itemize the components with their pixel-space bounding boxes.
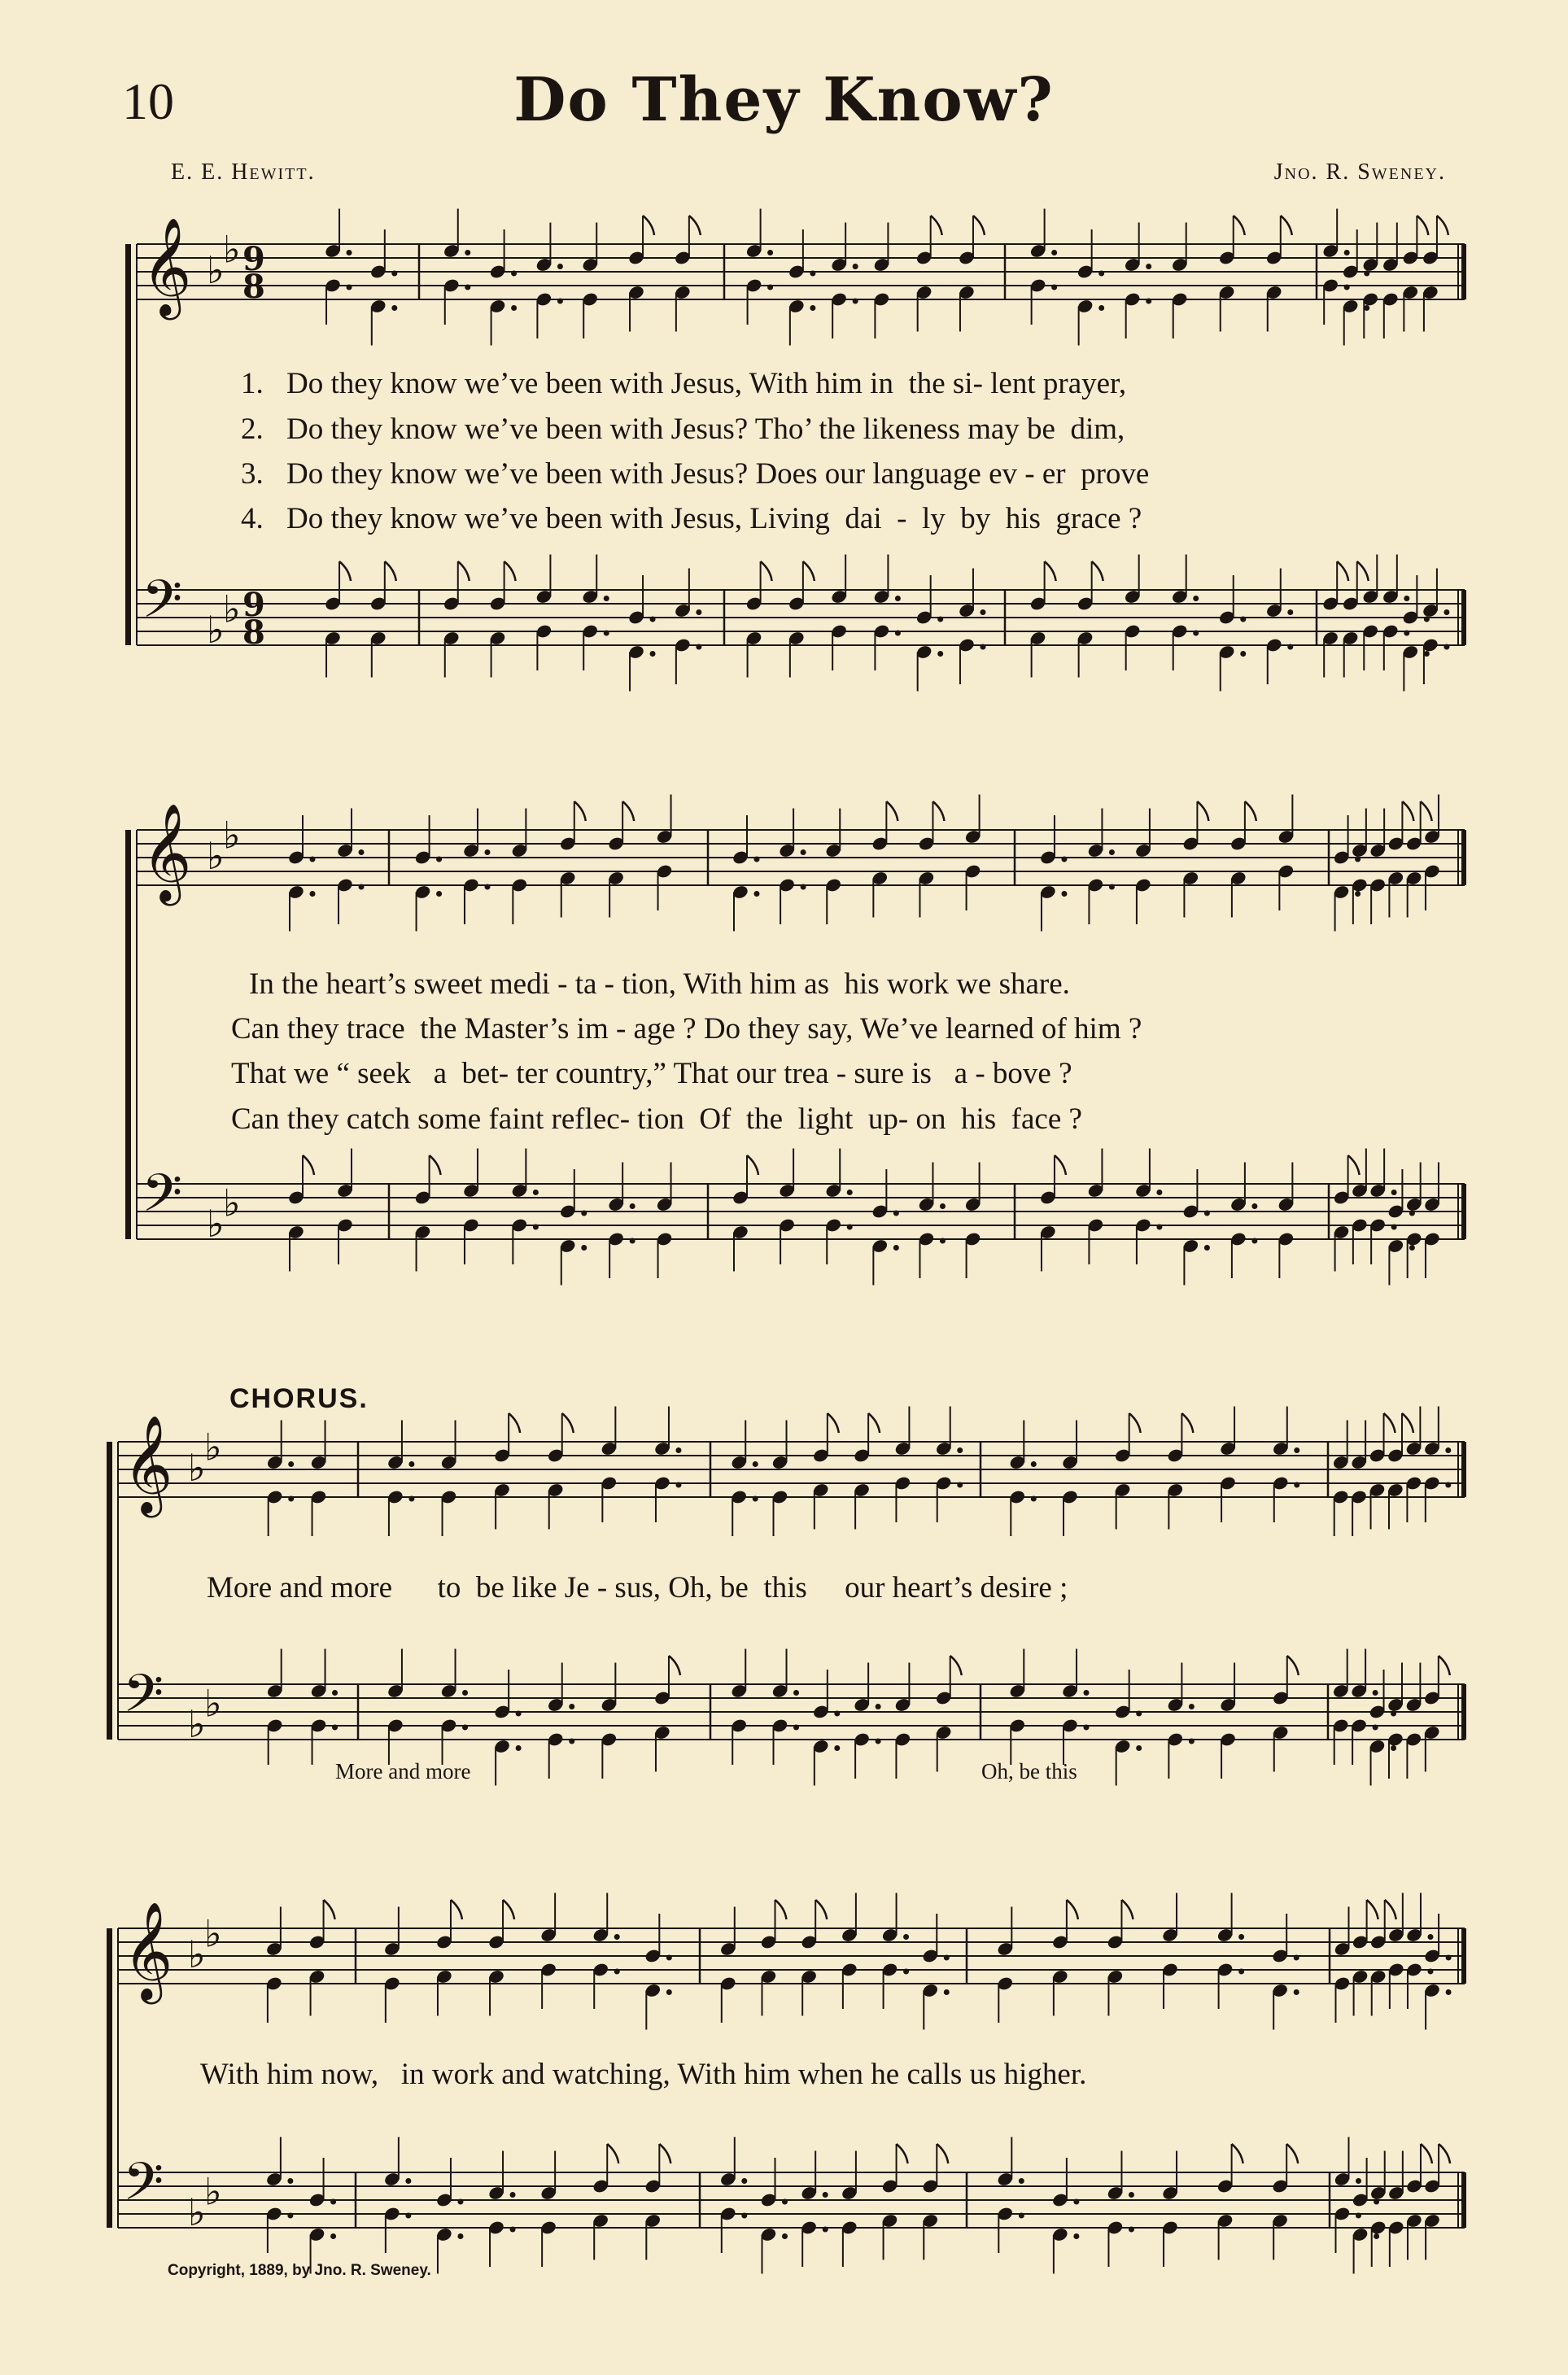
dot [1404, 596, 1409, 601]
dot [516, 1745, 522, 1751]
dot [465, 250, 470, 255]
dot [604, 596, 609, 601]
dot [1409, 1211, 1415, 1216]
dot [1193, 596, 1199, 601]
flag [430, 1155, 441, 1175]
dot [1083, 1690, 1089, 1696]
flag [1402, 1413, 1413, 1433]
dot [1391, 1225, 1397, 1230]
dot [801, 884, 806, 890]
dot [650, 651, 656, 657]
dot [533, 1225, 539, 1230]
dot [782, 2199, 788, 2205]
dot [1238, 1969, 1244, 1975]
dot [810, 271, 815, 277]
flag [1121, 1900, 1133, 1919]
dot [462, 1725, 468, 1731]
flag [1245, 801, 1256, 821]
dot [834, 1711, 840, 1717]
dot [347, 285, 352, 290]
system-1-treble-clef-icon: 𝄞 [142, 216, 192, 316]
flag [1055, 1155, 1066, 1175]
flag [509, 1413, 520, 1433]
dot [1129, 2192, 1134, 2198]
dot [1294, 1482, 1299, 1488]
verse-4-line-2: Can they catch some faint reflec- tion Of the light up- on his face ? [231, 1102, 1082, 1136]
dot [957, 1447, 963, 1453]
dot [944, 1989, 950, 1995]
dot [834, 1745, 840, 1751]
dot [1427, 1969, 1433, 1975]
flag [562, 1413, 574, 1433]
verse-3-line-2: That we “ seek a bet- ter country,” That our trea - sure is a - bove ? [231, 1057, 1072, 1090]
flag [1421, 801, 1432, 821]
flag [385, 561, 396, 581]
dot [462, 1690, 468, 1696]
dot [1391, 1711, 1396, 1717]
flag [1384, 1413, 1395, 1433]
system-2-bass-end-barline-thick [1461, 1184, 1466, 1239]
system-1-bass-clef-icon: 𝄢 [142, 569, 183, 643]
dot [405, 2213, 411, 2219]
dot [569, 1704, 574, 1709]
dot [1356, 2213, 1361, 2219]
dot [1356, 2178, 1361, 2184]
dot [604, 631, 609, 636]
verse-4-number: 4. [241, 502, 264, 535]
flag [933, 801, 944, 821]
dot [753, 1461, 758, 1467]
flag [1045, 561, 1056, 581]
flag [1417, 216, 1428, 235]
dot [332, 1690, 338, 1696]
dot [741, 2178, 747, 2184]
flag [504, 561, 516, 581]
dot [666, 1955, 672, 1961]
verse-2-line-1: 2. Do they know we’ve been with Jesus? Tho’ the likeness may be dim, [241, 413, 1125, 446]
dot [1427, 1934, 1433, 1940]
dot [1083, 1725, 1089, 1731]
dot [1373, 1690, 1378, 1696]
dot [1073, 2233, 1079, 2239]
dot [1409, 1245, 1415, 1251]
flag [1197, 801, 1208, 821]
verse-2-number: 2. [241, 413, 264, 446]
dot [1446, 1989, 1452, 1995]
dot [457, 2199, 463, 2205]
dot [1287, 609, 1293, 615]
page-number: 10 [122, 72, 174, 130]
system-3-treble-clef-icon: 𝄞 [123, 1413, 173, 1513]
dot [1193, 631, 1199, 636]
dot [940, 1203, 946, 1209]
flag [1402, 801, 1413, 821]
dot [1146, 264, 1151, 269]
verse-1-line-2: In the heart’s sweet medi - ta - tion, With him as his work we share. [249, 967, 1070, 1001]
dot [1344, 250, 1350, 255]
flag [1092, 561, 1103, 581]
system-4-treble-end-barline-thick [1461, 1928, 1466, 1984]
system-1-bass-flat-icon: ♭ [223, 587, 241, 631]
flag [574, 801, 586, 821]
flag [1287, 1656, 1299, 1675]
dot [895, 596, 901, 601]
dot [484, 884, 490, 890]
dot [767, 285, 773, 290]
dot [1238, 1934, 1244, 1940]
flag [1439, 2144, 1450, 2163]
dot [614, 1969, 620, 1975]
chorus-label: CHORUS. [229, 1383, 369, 1414]
dot [408, 1496, 414, 1502]
flag [669, 1656, 680, 1675]
flag [931, 216, 942, 235]
lyricist-credit: E. E. Hewitt. [171, 159, 316, 185]
dot [650, 617, 656, 622]
dot [1019, 2213, 1024, 2219]
dot [793, 1725, 799, 1731]
dot [1136, 1711, 1142, 1717]
dot [675, 1447, 681, 1453]
flag [973, 216, 985, 235]
dot [1156, 1190, 1162, 1195]
copyright-notice: Copyright, 1889, by Jno. R. Sweney. [168, 2262, 431, 2279]
dot [330, 2233, 336, 2239]
dot [359, 849, 365, 855]
dot [484, 849, 490, 855]
dot [847, 1225, 853, 1230]
system-4-treble-flat-icon: ♭ [188, 1932, 206, 1976]
dot [1109, 849, 1115, 855]
system-3-bass-clef-icon: 𝄢 [123, 1663, 164, 1737]
dot [903, 1969, 909, 1975]
system-3-bracket [107, 1442, 112, 1740]
dot [359, 884, 365, 890]
dot [436, 857, 442, 862]
dot [1136, 1745, 1142, 1751]
dot [1373, 1725, 1378, 1731]
system-1-bass-end-barline-thick [1461, 590, 1466, 645]
dot [937, 617, 943, 622]
dot [1204, 1211, 1210, 1216]
dot [465, 285, 470, 290]
system-2-bass-flat-icon: ♭ [207, 1202, 225, 1246]
dot [801, 849, 806, 855]
dot [876, 1704, 881, 1709]
system-1-treble-flat-icon: ♭ [207, 248, 225, 292]
verse-3-line-1: 3. Do they know we’ve been with Jesus? Does our language ev - er prove [241, 457, 1150, 491]
system-3-treble-end-barline-thick [1461, 1442, 1466, 1497]
flag [950, 1656, 962, 1675]
dot [1294, 1955, 1299, 1961]
dot [1240, 617, 1246, 622]
dot [1204, 1245, 1210, 1251]
flag [451, 1900, 462, 1919]
dot [823, 2227, 828, 2233]
chorus-line-2: With him now, in work and watching, With him when he calls us higher. [200, 2058, 1087, 2091]
dot [876, 1739, 881, 1744]
dot [1240, 651, 1246, 657]
system-3-treble-flat-icon: ♭ [204, 1425, 222, 1469]
dot [581, 1211, 587, 1216]
system-1-bracket [125, 244, 131, 645]
dot [1355, 891, 1361, 897]
dot [893, 1245, 899, 1251]
dot [1374, 2199, 1379, 2205]
verse-4-line-1: 4. Do they know we’ve been with Jesus, Living dai - ly by his grace ? [241, 502, 1142, 535]
dot [511, 305, 517, 311]
flag [1348, 1155, 1360, 1175]
dot [980, 609, 985, 615]
dot [569, 1739, 574, 1744]
dot [767, 250, 773, 255]
system-2-treble-end-barline-thick [1461, 830, 1466, 885]
dot [1098, 271, 1104, 277]
dot [957, 1482, 963, 1488]
hymn-title: Do They Know? [513, 65, 1055, 135]
dot [1374, 2233, 1379, 2239]
flag [897, 2144, 908, 2163]
flag [643, 216, 654, 235]
flag [803, 561, 815, 581]
flag [886, 801, 898, 821]
dot [1444, 609, 1449, 615]
dot [310, 891, 316, 897]
system-1-treble-end-barline-thick [1461, 244, 1466, 299]
chorus-line-1: More and more to be like Je - sus, Oh, be this our heart’s desire ; [207, 1571, 1068, 1604]
dot [944, 1955, 950, 1961]
dot [1364, 305, 1369, 311]
system-1-bass-time-signature-top: 9 [242, 586, 265, 624]
system-2-bass-clef-icon: 𝄢 [142, 1163, 183, 1237]
dot [436, 891, 442, 897]
dot [533, 1190, 539, 1195]
verse-2-line-2: Can they trace the Master’s im - age ? Do they say, We’ve learned of him ? [231, 1012, 1142, 1046]
flag [1067, 1900, 1078, 1919]
system-3-bass-end-barline-thick [1461, 1684, 1466, 1740]
dot [614, 1934, 620, 1940]
flag [1232, 2144, 1243, 2163]
dot [753, 891, 759, 897]
system-1-treble-flat-icon: ♭ [223, 227, 241, 272]
dot [1051, 250, 1057, 255]
flag [659, 2144, 670, 2163]
verse-3-number: 3. [241, 457, 264, 491]
flag [868, 1413, 880, 1433]
flag [1281, 216, 1292, 235]
system-2-treble-clef-icon: 𝄞 [142, 801, 192, 902]
composer-credit: Jno. R. Sweney. [1273, 159, 1446, 185]
dot [1445, 1447, 1451, 1453]
dot [288, 1461, 294, 1467]
dot [391, 305, 397, 311]
dot [753, 1496, 758, 1502]
dot [753, 857, 759, 862]
dot [1031, 1461, 1037, 1467]
dot [457, 2233, 463, 2239]
system-2-treble-flat-icon: ♭ [207, 834, 225, 878]
dot [1344, 285, 1350, 290]
dot [1073, 2199, 1079, 2205]
system-2-bracket [125, 830, 131, 1239]
dot [1051, 285, 1057, 290]
dot [510, 2192, 516, 2198]
flag [303, 1155, 314, 1175]
dot [1189, 1704, 1195, 1709]
dot [980, 644, 985, 650]
system-4-bass-flat-icon: ♭ [204, 2169, 222, 2214]
flag [1337, 561, 1348, 581]
dot [1294, 1447, 1299, 1453]
flag [503, 1900, 514, 1919]
dot [1446, 1955, 1452, 1961]
dot [847, 1190, 853, 1195]
dot [557, 299, 563, 304]
dot [1109, 884, 1115, 890]
dot [511, 271, 517, 277]
dot [516, 1711, 522, 1717]
dot [1391, 1190, 1397, 1195]
dot [853, 299, 858, 304]
flag [761, 561, 772, 581]
dot [1251, 1238, 1257, 1244]
dot [1364, 271, 1369, 277]
flag [1234, 216, 1245, 235]
flag [622, 801, 634, 821]
dot [1061, 857, 1067, 862]
dot [1404, 631, 1409, 636]
flag [1181, 1413, 1193, 1433]
dot [696, 609, 701, 615]
system-4-bass-end-barline-thick [1461, 2172, 1466, 2228]
system-2-treble-flat-icon: ♭ [223, 813, 241, 858]
dot [581, 1245, 587, 1251]
dot [1294, 1989, 1299, 1995]
flag [1129, 1413, 1141, 1433]
system-3-bass-flat-icon: ♭ [204, 1681, 222, 1726]
flag [828, 1413, 839, 1433]
dot [903, 1934, 909, 1940]
system-1-treble-time-signature-top: 9 [242, 240, 265, 278]
flag [607, 2144, 618, 2163]
dot [630, 1238, 635, 1244]
dot [1444, 644, 1449, 650]
dot [1189, 1739, 1195, 1744]
dot [557, 264, 563, 269]
dot [630, 1203, 635, 1209]
dot [405, 2178, 411, 2184]
dot [408, 1461, 414, 1467]
dot [823, 2192, 828, 2198]
dot [937, 651, 943, 657]
dot [696, 644, 701, 650]
system-4-bracket [107, 1928, 112, 2228]
system-1-bass-flat-icon: ♭ [207, 608, 225, 652]
dot [782, 2233, 788, 2239]
dot [1355, 857, 1361, 862]
verse-1-number: 1. [241, 367, 264, 400]
flag [689, 216, 701, 235]
flag [458, 561, 470, 581]
system-3-treble-flat-icon: ♭ [188, 1446, 206, 1490]
dot [1061, 891, 1067, 897]
dot [287, 2178, 293, 2184]
dot [666, 1989, 672, 1995]
dot [1129, 2227, 1134, 2233]
dot [741, 2213, 747, 2219]
flag [1439, 1656, 1450, 1675]
dot [1146, 299, 1151, 304]
system-4-treble-clef-icon: 𝄞 [123, 1900, 173, 2000]
dot [287, 2213, 293, 2219]
flag [324, 1900, 335, 1919]
dot [1098, 305, 1104, 311]
dot [1019, 2178, 1024, 2184]
dot [675, 1482, 681, 1488]
dot [347, 250, 352, 255]
dot [1391, 1745, 1396, 1751]
system-1-bass-time-signature-bottom: 8 [242, 613, 265, 652]
flag [1385, 1900, 1396, 1919]
bass-cue-2: Oh, be this [981, 1759, 1077, 1783]
dot [330, 2199, 336, 2205]
dot [1287, 644, 1293, 650]
dot [510, 2227, 516, 2233]
dot [1251, 1203, 1257, 1209]
verse-1-line-1: 1. Do they know we’ve been with Jesus, With him in the si- lent prayer, [241, 367, 1127, 400]
dot [1424, 617, 1430, 622]
system-3-bass-flat-icon: ♭ [188, 1702, 206, 1746]
dot [853, 264, 858, 269]
dot [310, 857, 316, 862]
flag [1367, 1900, 1378, 1919]
dot [893, 1211, 899, 1216]
system-2-bass-flat-icon: ♭ [223, 1181, 241, 1225]
system-4-bass-flat-icon: ♭ [188, 2190, 206, 2234]
flag [339, 561, 351, 581]
flag [1437, 216, 1448, 235]
system-1-treble-time-signature-bottom: 8 [242, 268, 265, 306]
dot [810, 305, 815, 311]
dot [391, 271, 397, 277]
dot [288, 1496, 294, 1502]
bass-cue-1: More and more [335, 1759, 471, 1783]
system-4-treble-flat-icon: ♭ [204, 1911, 222, 1956]
dot [895, 631, 901, 636]
flag [747, 1155, 758, 1175]
dot [1424, 651, 1430, 657]
dot [1031, 1496, 1037, 1502]
dot [1156, 1225, 1162, 1230]
dot [332, 1725, 338, 1731]
flag [1421, 2144, 1432, 2163]
flag [815, 1900, 827, 1919]
flag [1357, 561, 1369, 581]
flag [775, 1900, 786, 1919]
dot [1445, 1482, 1451, 1488]
flag [1286, 2144, 1298, 2163]
dot [940, 1238, 946, 1244]
dot [793, 1690, 799, 1696]
flag [937, 2144, 948, 2163]
system-4-bass-clef-icon: 𝄢 [123, 2151, 164, 2225]
